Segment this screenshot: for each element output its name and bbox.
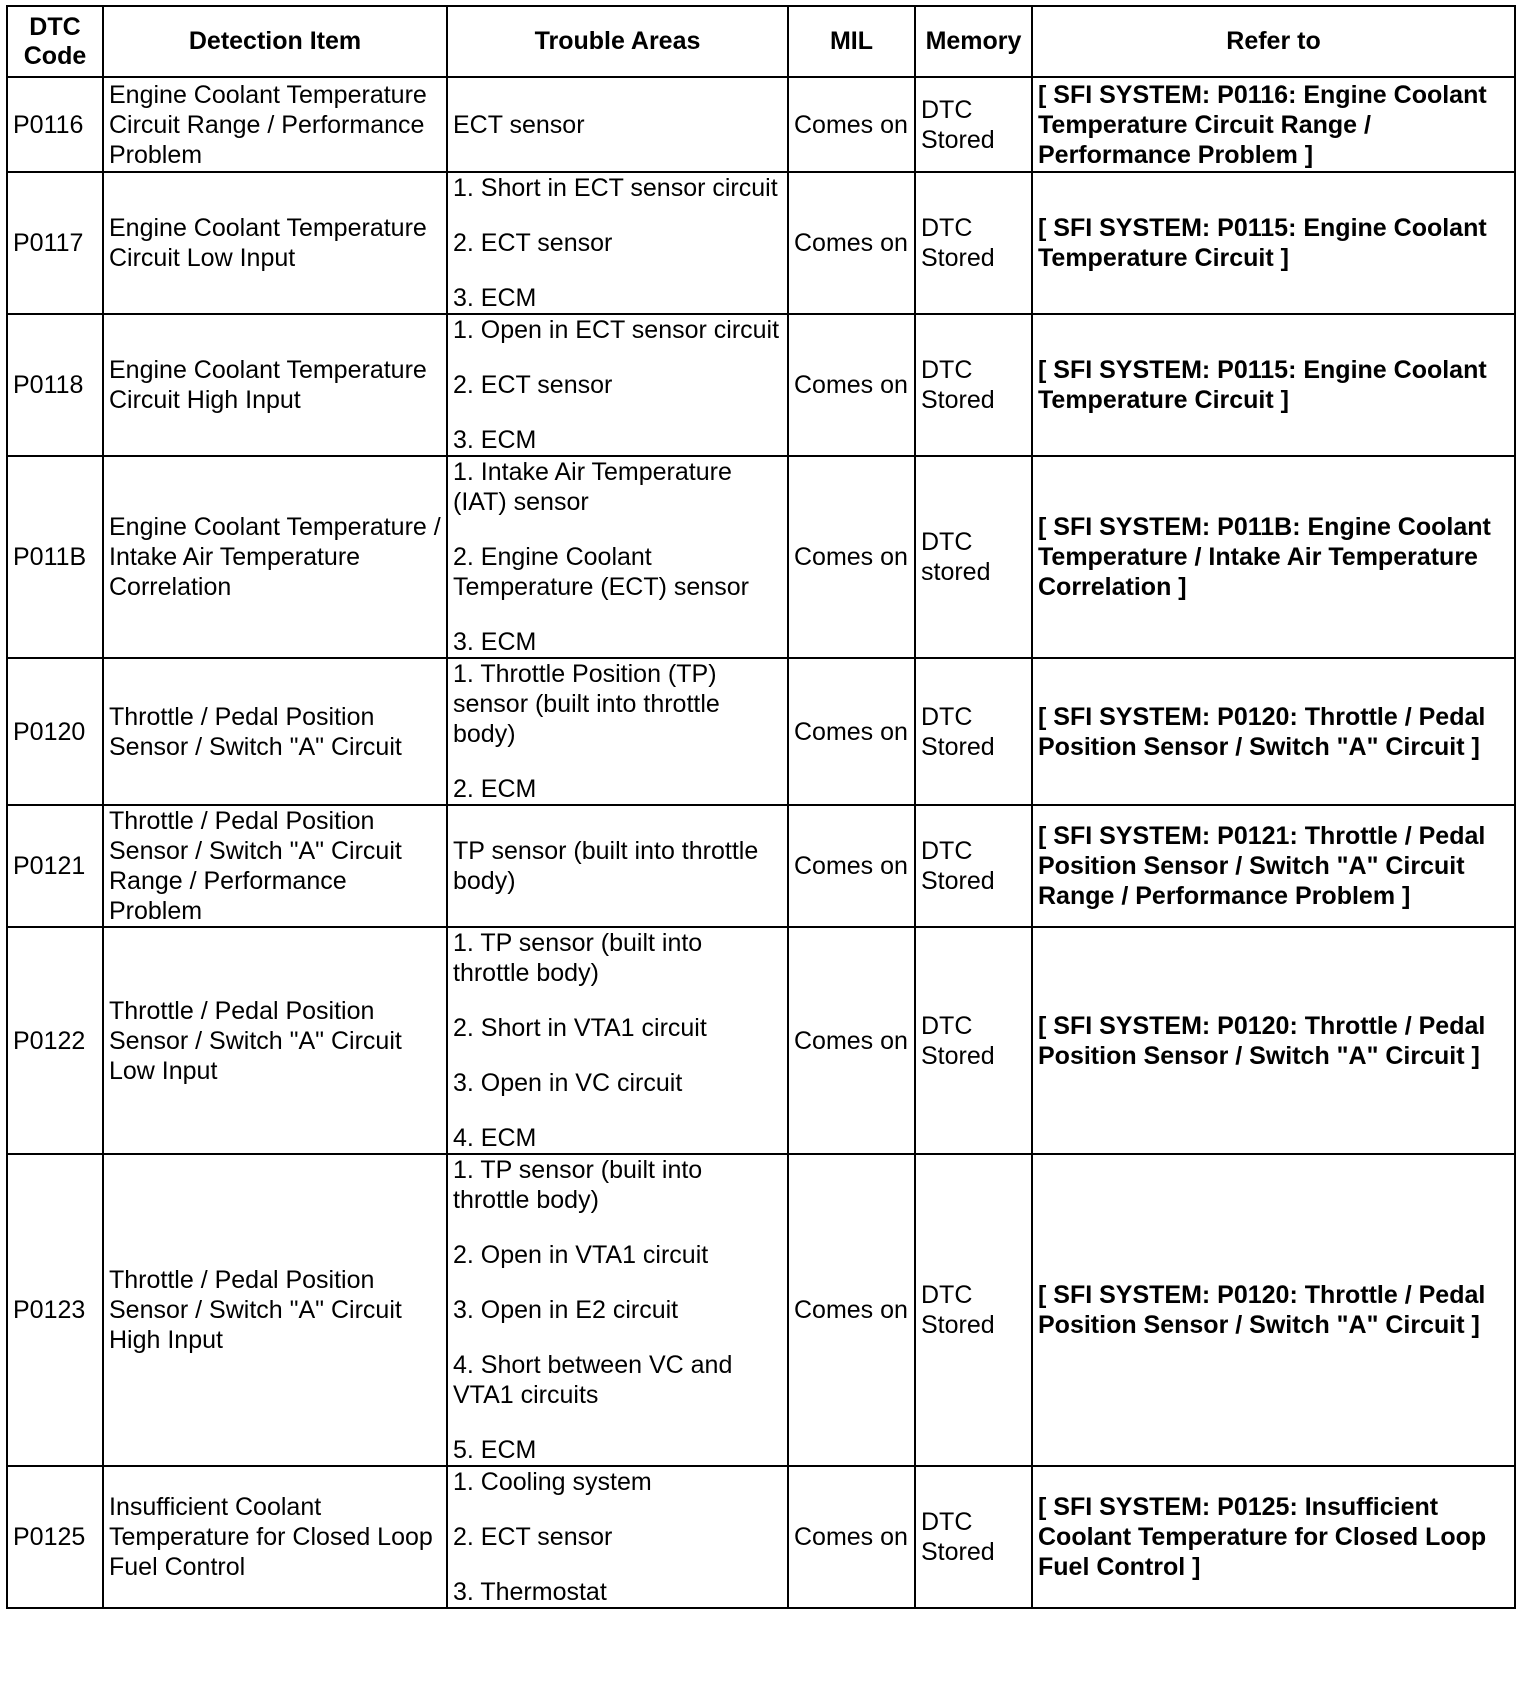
dtc-code-cell: P0117 bbox=[7, 172, 103, 314]
dtc-code-cell: P0121 bbox=[7, 805, 103, 927]
mil-cell: Comes on bbox=[788, 172, 915, 314]
dtc-code-cell: P011B bbox=[7, 456, 103, 658]
refer-to-cell: [ SFI SYSTEM: P0115: Engine Coolant Temperature Circuit ] bbox=[1032, 314, 1515, 456]
table-row bbox=[7, 1154, 1515, 1466]
table-row bbox=[7, 927, 1515, 1154]
trouble-area-item: 2. ECT sensor bbox=[453, 229, 613, 257]
dtc-table bbox=[6, 5, 1516, 1609]
trouble-areas-cell bbox=[447, 805, 788, 927]
table-row bbox=[7, 314, 1515, 456]
trouble-areas-cell bbox=[447, 456, 788, 658]
trouble-area-item: 4. ECM bbox=[453, 1124, 537, 1152]
detection-item-cell: Throttle / Pedal Position Sensor / Switch "A" Circuit Low Input bbox=[103, 927, 447, 1154]
detection-item-cell: Insufficient Coolant Temperature for Closed Loop Fuel Control bbox=[103, 1466, 447, 1608]
mil-cell: Comes on bbox=[788, 456, 915, 658]
mil-cell: Comes on bbox=[788, 1466, 915, 1608]
trouble-area-item: 3. Open in VC circuit bbox=[453, 1069, 683, 1097]
trouble-area-item: 3. ECM bbox=[453, 628, 537, 656]
refer-to-cell: [ SFI SYSTEM: P0121: Throttle / Pedal Position Sensor / Switch "A" Circuit Range / Performance Problem ] bbox=[1032, 805, 1515, 927]
trouble-areas-cell bbox=[447, 172, 788, 314]
trouble-areas-cell bbox=[447, 927, 788, 1154]
trouble-area-item: TP sensor (built into throttle body) bbox=[453, 837, 759, 895]
dtc-code-cell: P0116 bbox=[7, 77, 103, 172]
mil-cell: Comes on bbox=[788, 77, 915, 172]
table-row bbox=[7, 77, 1515, 172]
dtc-code-cell: P0125 bbox=[7, 1466, 103, 1608]
dtc-table-body bbox=[7, 77, 1515, 1608]
memory-cell: DTC Stored bbox=[915, 1466, 1032, 1608]
trouble-areas-cell bbox=[447, 314, 788, 456]
memory-cell: DTC Stored bbox=[915, 172, 1032, 314]
trouble-area-item: 1. Cooling system bbox=[453, 1468, 652, 1496]
memory-cell: DTC Stored bbox=[915, 927, 1032, 1154]
detection-item-cell: Throttle / Pedal Position Sensor / Switch "A" Circuit bbox=[103, 658, 447, 805]
detection-item-cell: Engine Coolant Temperature Circuit Low Input bbox=[103, 172, 447, 314]
memory-cell: DTC Stored bbox=[915, 805, 1032, 927]
table-row bbox=[7, 1466, 1515, 1608]
mil-cell: Comes on bbox=[788, 927, 915, 1154]
header-memory: Memory bbox=[915, 6, 1032, 77]
table-row bbox=[7, 658, 1515, 805]
refer-to-cell: [ SFI SYSTEM: P0120: Throttle / Pedal Position Sensor / Switch "A" Circuit ] bbox=[1032, 927, 1515, 1154]
trouble-area-item: 1. Intake Air Temperature (IAT) sensor bbox=[453, 458, 732, 516]
trouble-areas-cell bbox=[447, 1466, 788, 1608]
trouble-area-item: 4. Short between VC and VTA1 circuits bbox=[453, 1351, 733, 1409]
trouble-area-item: 2. ECM bbox=[453, 775, 537, 803]
trouble-area-item: 2. ECT sensor bbox=[453, 1523, 613, 1551]
refer-to-cell: [ SFI SYSTEM: P0115: Engine Coolant Temperature Circuit ] bbox=[1032, 172, 1515, 314]
memory-cell: DTC Stored bbox=[915, 314, 1032, 456]
trouble-area-item: 2. Short in VTA1 circuit bbox=[453, 1014, 707, 1042]
dtc-code-cell: P0123 bbox=[7, 1154, 103, 1466]
trouble-area-item: 1. Open in ECT sensor circuit bbox=[453, 316, 780, 344]
header-row bbox=[7, 6, 1515, 77]
detection-item-cell: Engine Coolant Temperature Circuit High Input bbox=[103, 314, 447, 456]
dtc-code-cell: P0122 bbox=[7, 927, 103, 1154]
memory-cell: DTC Stored bbox=[915, 658, 1032, 805]
refer-to-cell: [ SFI SYSTEM: P0120: Throttle / Pedal Position Sensor / Switch "A" Circuit ] bbox=[1032, 1154, 1515, 1466]
header-mil: MIL bbox=[788, 6, 915, 77]
header-trouble-areas: Trouble Areas bbox=[447, 6, 788, 77]
memory-cell: DTC Stored bbox=[915, 1154, 1032, 1466]
table-row bbox=[7, 456, 1515, 658]
trouble-area-item: ECT sensor bbox=[453, 110, 585, 139]
trouble-area-item: 2. Engine Coolant Temperature (ECT) sensor bbox=[453, 543, 749, 601]
trouble-area-item: 3. Thermostat bbox=[453, 1578, 607, 1606]
detection-item-cell: Engine Coolant Temperature Circuit Range / Performance Problem bbox=[103, 77, 447, 172]
trouble-area-item: 5. ECM bbox=[453, 1436, 537, 1464]
header-refer-to: Refer to bbox=[1032, 6, 1515, 77]
refer-to-cell: [ SFI SYSTEM: P0116: Engine Coolant Temperature Circuit Range / Performance Problem ] bbox=[1032, 77, 1515, 172]
table-row bbox=[7, 172, 1515, 314]
refer-to-cell: [ SFI SYSTEM: P0120: Throttle / Pedal Position Sensor / Switch "A" Circuit ] bbox=[1032, 658, 1515, 805]
trouble-area-item: 3. Open in E2 circuit bbox=[453, 1296, 679, 1324]
trouble-areas-cell bbox=[447, 1154, 788, 1466]
detection-item-cell: Engine Coolant Temperature / Intake Air Temperature Correlation bbox=[103, 456, 447, 658]
trouble-area-item: 2. ECT sensor bbox=[453, 371, 613, 399]
memory-cell: DTC stored bbox=[915, 456, 1032, 658]
dtc-code-cell: P0118 bbox=[7, 314, 103, 456]
mil-cell: Comes on bbox=[788, 314, 915, 456]
dtc-code-cell: P0120 bbox=[7, 658, 103, 805]
trouble-area-item: 3. ECM bbox=[453, 284, 537, 312]
trouble-area-item: 1. TP sensor (built into throttle body) bbox=[453, 929, 703, 987]
header-detection-item: Detection Item bbox=[103, 6, 447, 77]
trouble-areas-cell bbox=[447, 77, 788, 172]
trouble-area-item: 1. TP sensor (built into throttle body) bbox=[453, 1156, 703, 1214]
mil-cell: Comes on bbox=[788, 1154, 915, 1466]
trouble-area-item: 1. Throttle Position (TP) sensor (built into throttle body) bbox=[453, 660, 720, 748]
mil-cell: Comes on bbox=[788, 658, 915, 805]
trouble-area-item: 3. ECM bbox=[453, 426, 537, 454]
header-dtc-code: DTC Code bbox=[7, 6, 103, 77]
mil-cell: Comes on bbox=[788, 805, 915, 927]
trouble-area-item: 1. Short in ECT sensor circuit bbox=[453, 174, 778, 202]
table-row bbox=[7, 805, 1515, 927]
trouble-areas-cell bbox=[447, 658, 788, 805]
refer-to-cell: [ SFI SYSTEM: P011B: Engine Coolant Temperature / Intake Air Temperature Correlation ] bbox=[1032, 456, 1515, 658]
trouble-area-item: 2. Open in VTA1 circuit bbox=[453, 1241, 709, 1269]
detection-item-cell: Throttle / Pedal Position Sensor / Switch "A" Circuit Range / Performance Problem bbox=[103, 805, 447, 927]
memory-cell: DTC Stored bbox=[915, 77, 1032, 172]
detection-item-cell: Throttle / Pedal Position Sensor / Switch "A" Circuit High Input bbox=[103, 1154, 447, 1466]
refer-to-cell: [ SFI SYSTEM: P0125: Insufficient Coolant Temperature for Closed Loop Fuel Control ] bbox=[1032, 1466, 1515, 1608]
dtc-table-container bbox=[6, 5, 1514, 1609]
